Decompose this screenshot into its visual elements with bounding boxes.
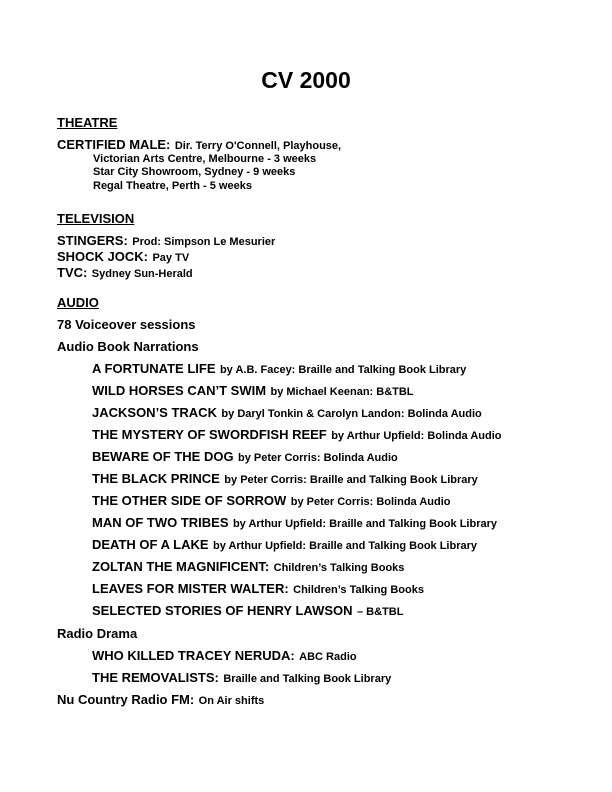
audiobook-item — [92, 581, 424, 598]
audiobook-detail: – B&TBL — [356, 606, 404, 618]
audiobook-detail: by Arthur Upfield: Bolinda Audio — [331, 430, 502, 442]
radio-drama-title: WHO KILLED TRACEY NERUDA: — [92, 648, 295, 663]
nu-country-radio-entry — [57, 692, 264, 709]
audiobook-title: THE OTHER SIDE OF SORROW — [92, 493, 287, 508]
section-heading-theatre: THEATRE — [57, 115, 118, 130]
audiobook-title: ZOLTAN THE MAGNIFICENT: — [92, 559, 270, 574]
television-item-detail: Sydney Sun-Herald — [91, 268, 193, 280]
audiobook-title: MAN OF TWO TRIBES — [92, 515, 229, 530]
audiobook-item — [92, 383, 414, 400]
radio-drama-detail: ABC Radio — [299, 651, 357, 663]
television-item-title: STINGERS: — [57, 233, 128, 248]
audiobook-subheading: Audio Book Narrations — [57, 339, 199, 354]
audiobook-title: LEAVES FOR MISTER WALTER: — [92, 581, 289, 596]
television-item-detail: Pay TV — [152, 252, 190, 264]
audiobook-detail: by Peter Corris: Bolinda Audio — [290, 496, 451, 508]
radio-drama-item — [92, 670, 391, 687]
audiobook-item — [92, 427, 501, 444]
audiobook-title: THE MYSTERY OF SWORDFISH REEF — [92, 427, 327, 442]
audiobook-detail: by Daryl Tonkin & Carolyn Landon: Bolinda Audio — [221, 408, 482, 420]
audiobook-title: BEWARE OF THE DOG — [92, 449, 234, 464]
radio-drama-title: THE REMOVALISTS: — [92, 670, 219, 685]
audiobook-item — [92, 361, 466, 378]
audiobook-title: WILD HORSES CAN’T SWIM — [92, 383, 267, 398]
audiobook-detail: by Michael Keenan: B&TBL — [270, 386, 414, 398]
audiobook-title: DEATH OF A LAKE — [92, 537, 209, 552]
audiobook-detail: Children’s Talking Books — [293, 584, 424, 596]
television-item-title: TVC: — [57, 265, 88, 280]
section-heading-television: TELEVISION — [57, 211, 135, 226]
audiobook-title: JACKSON’S TRACK — [92, 405, 217, 420]
audiobook-item — [92, 449, 398, 466]
theatre-entry — [57, 137, 341, 154]
audiobook-detail: by Peter Corris: Braille and Talking Book Library — [224, 474, 478, 486]
audiobook-item — [92, 515, 497, 532]
audiobook-item — [92, 537, 477, 554]
television-item — [57, 233, 275, 250]
audiobook-detail: by Peter Corris: Bolinda Audio — [238, 452, 398, 464]
television-item-title: SHOCK JOCK: — [57, 249, 149, 264]
theatre-show-title: CERTIFIED MALE: — [57, 137, 171, 152]
audiobook-detail: by Arthur Upfield: Braille and Talking Book Library — [212, 540, 478, 552]
audiobook-item — [92, 603, 403, 620]
television-item-detail: Prod: Simpson Le Mesurier — [132, 236, 276, 248]
audiobook-title: SELECTED STORIES OF HENRY LAWSON — [92, 603, 353, 618]
voiceover-line: 78 Voiceover sessions — [57, 317, 196, 332]
audiobook-detail: Children’s Talking Books — [273, 562, 405, 574]
theatre-venue-line: Star City Showroom, Sydney - 9 weeks — [93, 166, 296, 178]
page-title: CV 2000 — [261, 67, 351, 93]
audiobook-title: A FORTUNATE LIFE — [92, 361, 216, 376]
theatre-show-detail: Dir. Terry O'Connell, Playhouse, — [174, 140, 342, 152]
radio-drama-item — [92, 648, 357, 665]
radio-drama-detail: Braille and Talking Book Library — [223, 673, 392, 685]
audiobook-detail: by Arthur Upfield: Braille and Talking Book Library — [232, 518, 497, 530]
audiobook-item — [92, 493, 450, 510]
television-item — [57, 249, 189, 266]
theatre-venue-line: Regal Theatre, Perth - 5 weeks — [93, 180, 252, 192]
audiobook-item — [92, 471, 478, 488]
radio-drama-subheading: Radio Drama — [57, 626, 138, 641]
television-item — [57, 265, 193, 282]
audiobook-detail: by A.B. Facey: Braille and Talking Book Library — [219, 364, 467, 376]
audiobook-title: THE BLACK PRINCE — [92, 471, 220, 486]
audiobook-item — [92, 405, 482, 422]
nu-country-radio-title: Nu Country Radio FM: — [57, 692, 195, 707]
nu-country-radio-detail: On Air shifts — [198, 695, 265, 707]
theatre-venue-line: Victorian Arts Centre, Melbourne - 3 weeks — [93, 153, 317, 165]
audiobook-item — [92, 559, 404, 576]
section-heading-audio: AUDIO — [57, 295, 99, 310]
